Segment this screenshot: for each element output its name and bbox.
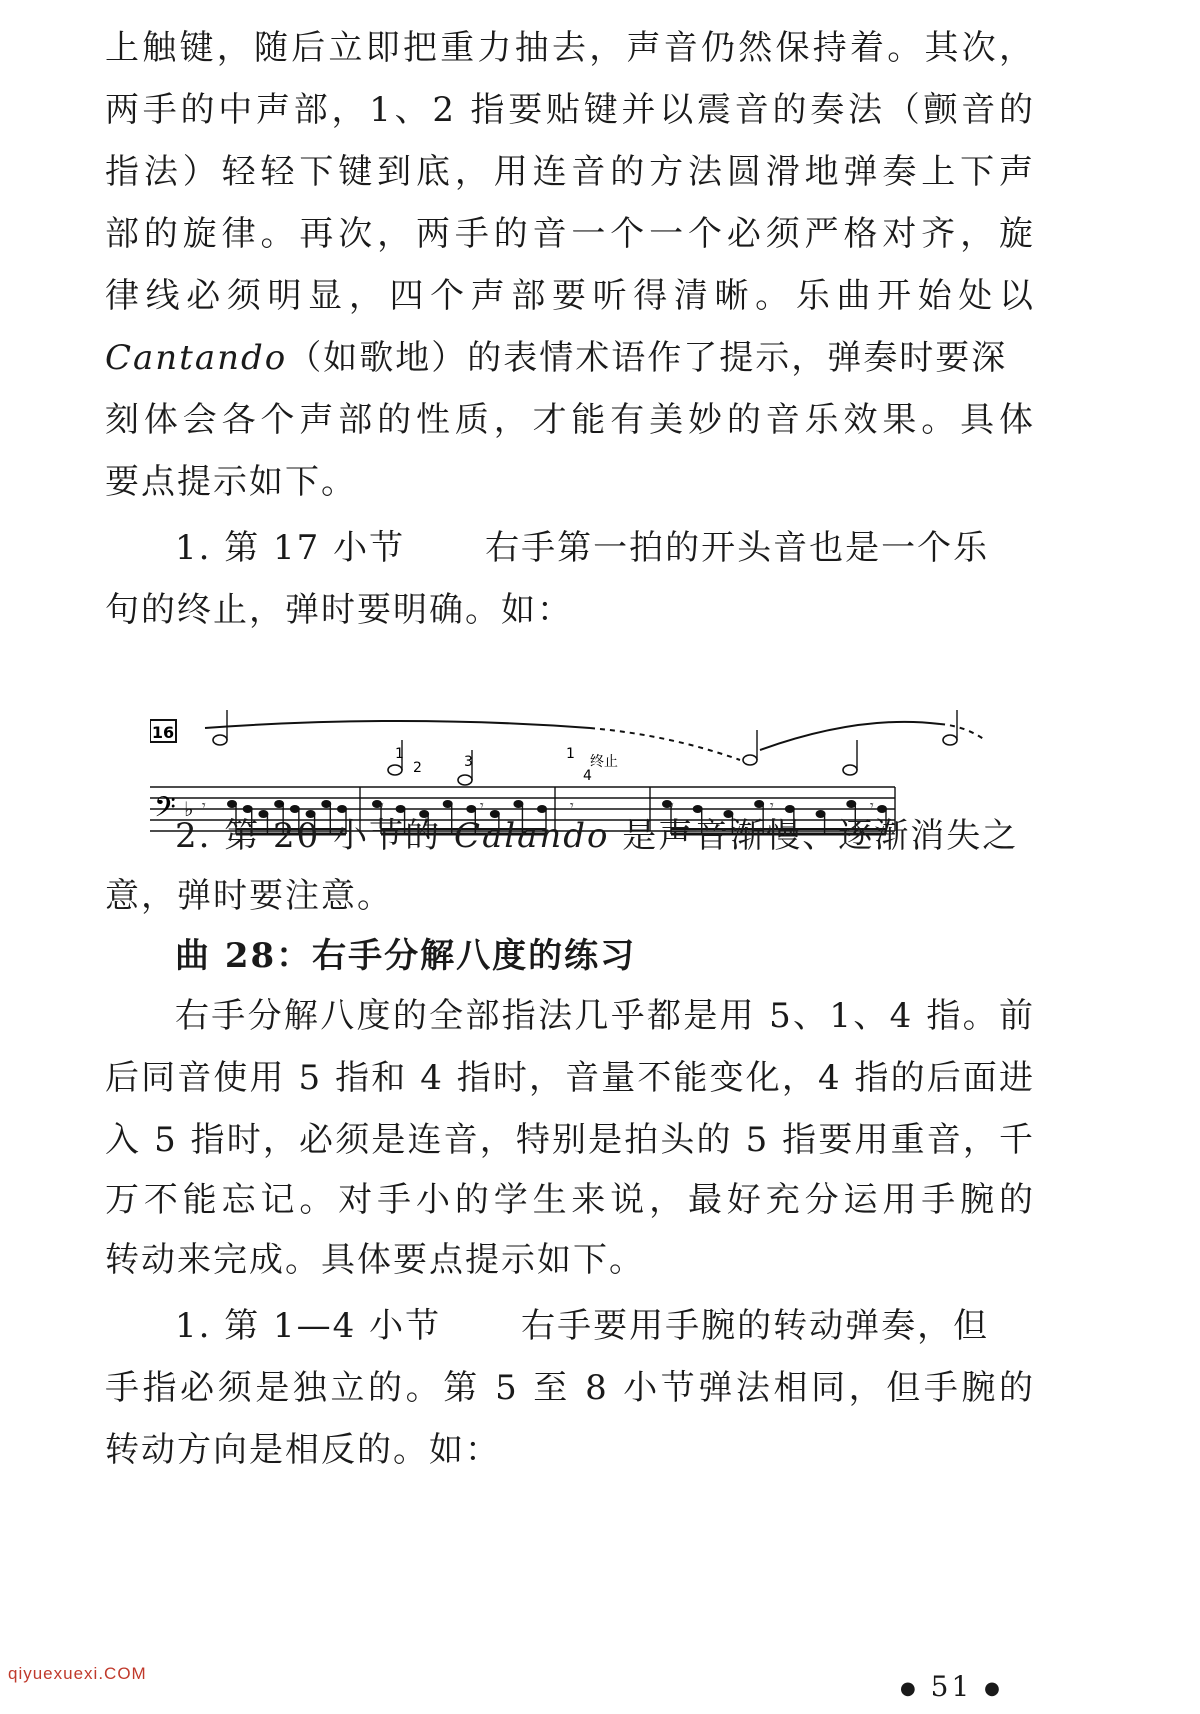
paragraph-line: 后同音使用 5 指和 4 指时，音量不能变化，4 指的后面进	[105, 1058, 1035, 1098]
flat-icon: ♭	[184, 797, 194, 821]
point-1-text: 右手第一拍的开头音也是一个乐	[485, 528, 990, 568]
paragraph-line: 指法）轻轻下键到底，用连音的方法圆滑地弹奏上下声	[105, 152, 1035, 192]
point-1-line	[175, 518, 1035, 578]
slur	[940, 724, 985, 740]
rest-icon: 𝄾	[380, 798, 384, 814]
rest-icon: 𝄾	[670, 798, 674, 814]
finger-number: 2	[413, 760, 422, 776]
note-head	[743, 755, 757, 765]
paragraph-line: 意，弹时要注意。	[105, 876, 393, 916]
paragraph-line: 右手分解八度的全部指法几乎都是用 5、1、4 指。前	[175, 996, 1035, 1036]
rest-icon: 𝄾	[202, 798, 206, 814]
bass-clef-icon: 𝄢	[154, 791, 176, 831]
finger-number: 3	[464, 754, 473, 770]
measure-number: 16	[151, 723, 175, 742]
point-1-label: 1. 第 17 小节	[175, 528, 406, 568]
paragraph-line	[105, 328, 1035, 388]
finger-number: 4	[583, 768, 592, 784]
rest-icon: 𝄾	[280, 798, 284, 814]
point-2-pre: 2. 第 20 小节的	[175, 816, 454, 856]
rest-icon: 𝄾	[870, 798, 874, 814]
finger-number: 1	[395, 746, 404, 762]
paragraph-text: （如歌地）的表情术语作了提示，弹奏时要深	[287, 338, 1008, 378]
paragraph-line: 部的旋律。再次，两手的音一个一个必须严格对齐，旋	[105, 214, 1035, 254]
paragraph-line: 两手的中声部，1、2 指要贴键并以震音的奏法（颤音的	[105, 90, 1035, 130]
note-head	[388, 765, 402, 775]
point-2-post: 是声音渐慢、逐渐消失之	[609, 816, 1019, 856]
note-head	[458, 775, 472, 785]
paragraph-line: 万不能忘记。对手小的学生来说，最好充分运用手腕的	[105, 1180, 1035, 1220]
annotation-zhong: 终止	[590, 754, 618, 770]
section-heading: 曲 28：右手分解八度的练习	[175, 936, 637, 976]
paragraph-line: 手指必须是独立的。第 5 至 8 小节弹法相同，但手腕的	[105, 1368, 1035, 1408]
slur	[760, 722, 940, 750]
note-head	[943, 735, 957, 745]
paragraph-line: 律线必须明显，四个声部要听得清晰。乐曲开始处以	[105, 276, 1035, 316]
point-3-text: 右手要用手腕的转动弹奏，但	[521, 1306, 990, 1346]
rest-icon: 𝄾	[480, 798, 484, 814]
point-3-label: 1. 第 1—4 小节	[175, 1306, 442, 1346]
page-number: ● 51 ●	[900, 1670, 1003, 1703]
cantando-term: Cantando	[105, 338, 288, 378]
rest-icon: 𝄾	[570, 798, 574, 814]
rest-icon: 𝄾	[770, 798, 774, 814]
note-head	[213, 735, 227, 745]
slur	[205, 721, 590, 728]
paragraph-line: 转动来完成。具体要点提示如下。	[105, 1240, 645, 1280]
paragraph-line: 要点提示如下。	[105, 462, 357, 502]
note-head	[843, 765, 857, 775]
paragraph-line: 句的终止，弹时要明确。如：	[105, 590, 573, 630]
point-3-line	[175, 1296, 1035, 1356]
calando-term: Calando	[453, 816, 610, 856]
site-watermark: qiyuexuexi.COM	[8, 1664, 147, 1683]
paragraph-line: 刻体会各个声部的性质，才能有美妙的音乐效果。具体	[105, 400, 1035, 440]
paragraph-line: 转动方向是相反的。如：	[105, 1430, 501, 1470]
paragraph-line: 上触键，随后立即把重力抽去，声音仍然保持着。其次，	[105, 28, 1035, 68]
paragraph-line: 入 5 指时，必须是连音，特别是拍头的 5 指要用重音，千	[105, 1120, 1035, 1160]
point-2-line	[105, 806, 1035, 866]
finger-number: 1	[566, 746, 575, 762]
